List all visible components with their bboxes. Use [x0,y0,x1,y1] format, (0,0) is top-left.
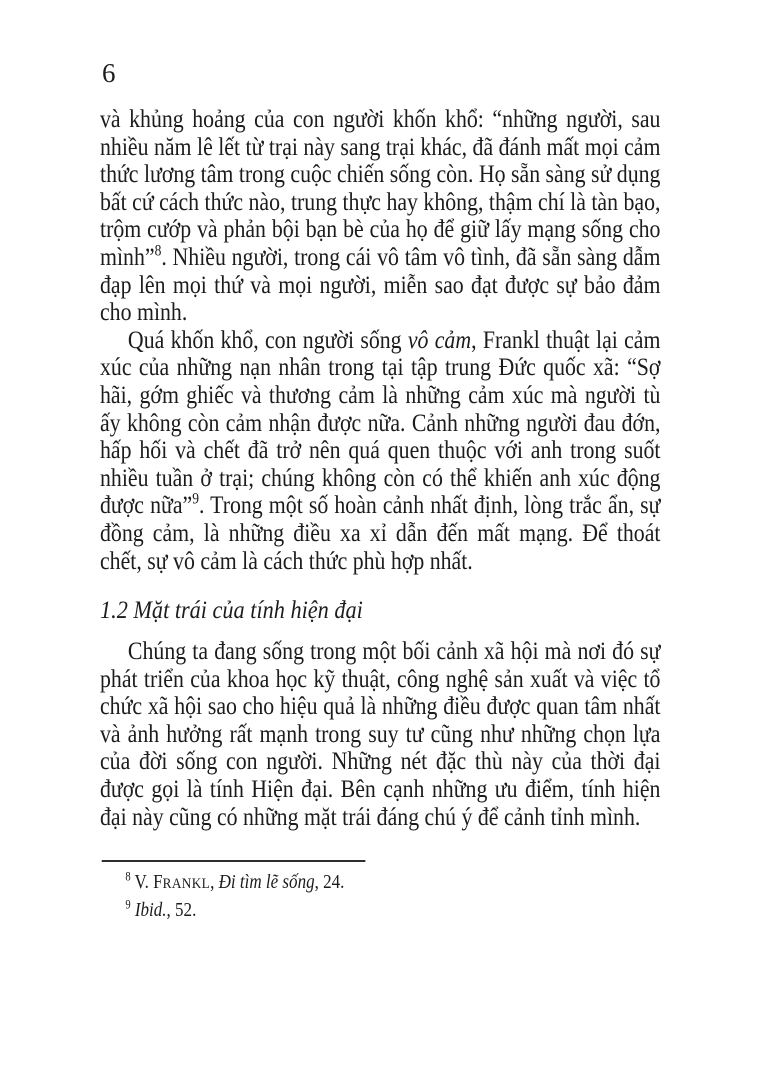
footnote-list [100,870,660,924]
text-run: . Trong một số hoàn cảnh nhất định, lòng trắc ẩn, sự đồng cảm, là những điều xa xỉ dẫn đến mất mạng. Để thoát chết, sự vô cảm là cách thức phù hợp nhất. [100,492,661,575]
text-run: Quá khốn khổ, con người sống [127,326,408,354]
footnote [100,870,660,898]
footnotes-section [100,860,660,924]
paragraph [100,327,660,575]
text-run-sup: 9 [125,897,131,912]
page-number: 6 [102,58,116,88]
page-body [100,106,660,924]
text-run: và khủng hoảng của con người khốn khổ: “những người, sau nhiều năm lê lết từ trại này sang trại khác, đã đánh mất mọi cảm thức lương tâm trong cuộc chiến sống còn. Họ sẵn sàng sử dụng bất cứ cách thức nào, trung thực hay không, thậm chí là tàn bạo, trộm cướp và phản bội bạn bè của họ để giữ lấy mạng sống cho mình” [100,106,661,271]
text-run-italic: Ibid. [134,899,167,921]
text-run: , Frankl thuật lại cảm xúc của những nạn nhân trong tại tập trung Đức quốc xã: “Sợ hãi, gớm ghiếc và thương cảm là những cảm xúc mà người tù ấy không còn cảm nhận được nữa. Cảnh những người đau đớn, hấp hối và chết đã trở nên quá quen thuộc với anh trong suốt nhiều tuần ở trại; chúng không còn có thể khiến anh xúc động được nữa” [100,326,661,520]
text-run-smallcaps: RANKL [162,875,211,893]
text-run: , [210,872,219,894]
text-run-sup: 9 [192,490,199,508]
section-heading [100,596,660,624]
text-run: V. F [130,872,163,894]
paragraph [100,106,660,327]
text-run: 1.2 Mặt trái của tính hiện đại [100,595,363,625]
text-run-sup: 8 [125,869,131,884]
text-run: , 24. [314,872,345,894]
body-text [100,106,660,831]
footnote [100,898,660,925]
text-run: Chúng ta đang sống trong một bối cảnh xã hội mà nơi đó sự phát triển của khoa học kỹ thuật, công nghệ sản xuất và việc tổ chức xã hội sao cho hiệu quả là những điều được quan tâm nhất và ảnh hưởng rất mạnh trong suy tư cũng như những chọn lựa của đời sống con người. Những nét đặc thù này của thời đại được gọi là tính Hiện đại. Bên cạnh những ưu điểm, tính hiện đại này cũng có những mặt trái đáng chú ý để cảnh tỉnh mình. [100,638,661,831]
text-run-sup: 8 [154,242,162,260]
paragraph [100,638,660,831]
text-run: , 52. [166,899,197,921]
text-run-italic: Đi tìm lẽ sống [218,872,315,894]
text-run-italic: vô cảm [407,326,472,354]
footnote-separator [102,860,366,862]
text-run: . Nhiều người, trong cái vô tâm vô tình, đã sẵn sàng dẫm đạp lên mọi thứ và mọi người, miễn sao đạt được sự bảo đảm cho mình. [100,243,661,327]
